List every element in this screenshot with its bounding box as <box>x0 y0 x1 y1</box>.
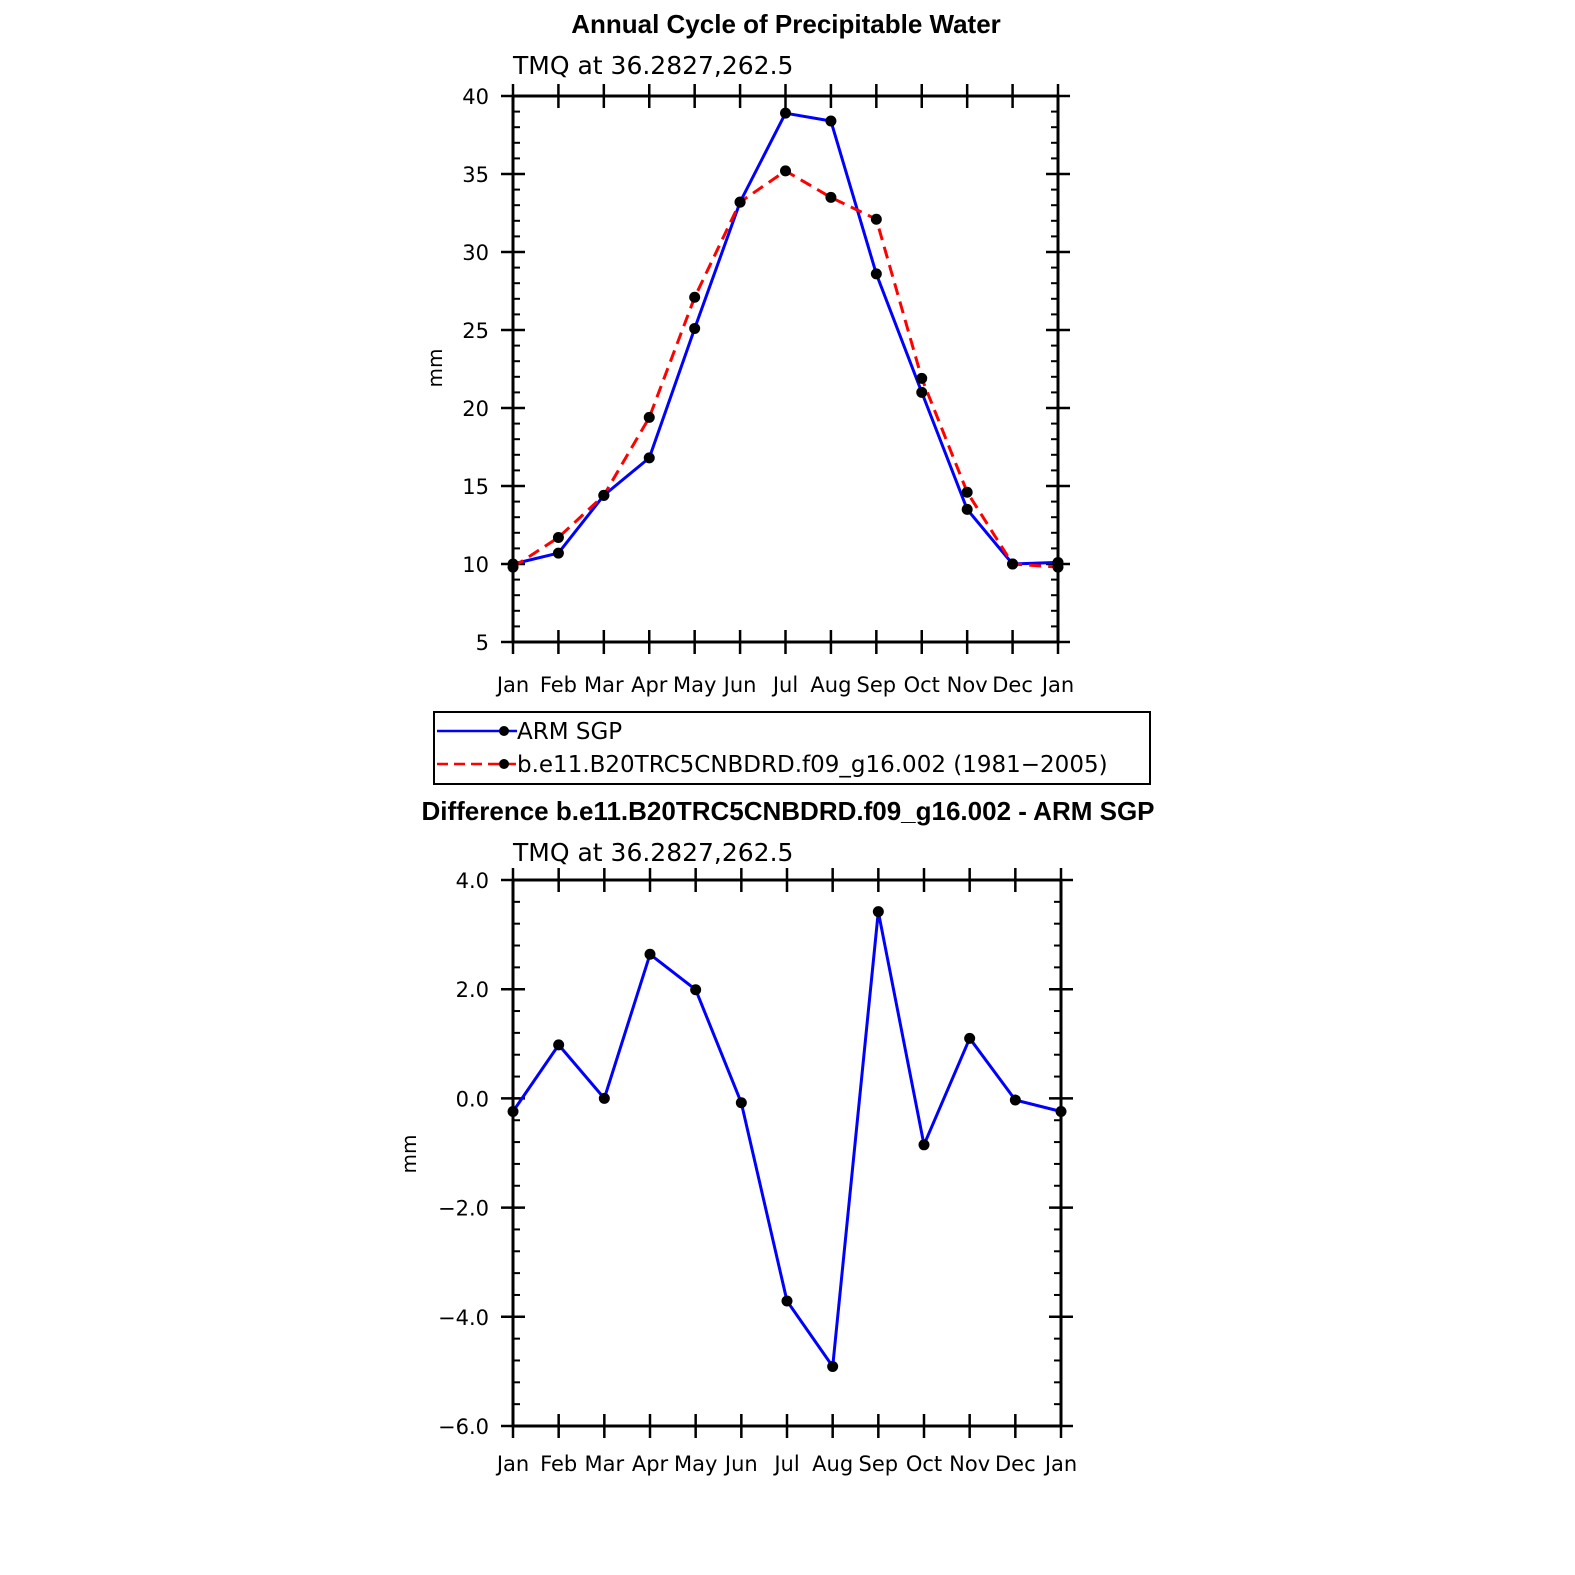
data-point-series-2 <box>825 192 836 203</box>
data-point-series-2 <box>689 292 700 303</box>
data-point-series-1 <box>964 1033 975 1044</box>
y-tick-label: 4.0 <box>455 869 489 893</box>
data-point-series-1 <box>827 1361 838 1372</box>
chart-title: Annual Cycle of Precipitable Water <box>571 9 1001 39</box>
chart-title: Difference b.e11.B20TRC5CNBDRD.f09_g16.002 - ARM SGP <box>421 796 1155 826</box>
data-point-series-1 <box>690 984 701 995</box>
x-tick-label: Apr <box>631 673 668 697</box>
x-tick-label: Jun <box>723 673 757 697</box>
data-point-series-1 <box>962 504 973 515</box>
x-tick-label: Apr <box>631 1452 669 1476</box>
y-axis-label: mm <box>397 1134 421 1174</box>
y-tick-label: 40 <box>462 85 489 109</box>
x-tick-label: Feb <box>540 1452 578 1476</box>
y-tick-label: 0.0 <box>455 1087 489 1112</box>
data-point-series-2 <box>598 490 609 501</box>
data-point-series-2 <box>553 532 564 543</box>
y-tick-label: 25 <box>462 319 489 343</box>
plot-frame <box>513 96 1058 642</box>
x-tick-label: Jan <box>496 673 530 697</box>
y-tick-label: 35 <box>462 163 489 187</box>
y-tick-label: 20 <box>462 397 489 421</box>
x-tick-label: Mar <box>584 1452 625 1476</box>
x-tick-label: Sep <box>858 1452 899 1476</box>
tick-labels <box>462 85 1074 697</box>
data-point-series-2 <box>780 165 791 176</box>
data-point-series-1 <box>645 949 656 960</box>
x-tick-label: Jan <box>496 1452 530 1476</box>
x-tick-label: Dec <box>992 673 1033 697</box>
x-tick-label: Oct <box>903 673 940 697</box>
axis-ticks <box>501 868 1073 1438</box>
x-tick-label: Jul <box>772 673 799 697</box>
y-tick-label: 10 <box>462 553 489 577</box>
plot-series <box>508 108 1064 573</box>
x-tick-label: Sep <box>856 673 897 697</box>
y-tick-label: 30 <box>462 241 489 265</box>
x-tick-label: Aug <box>810 673 852 697</box>
y-tick-label: −2.0 <box>438 1196 489 1221</box>
y-tick-label: −4.0 <box>438 1305 489 1330</box>
data-point-series-1 <box>916 387 927 398</box>
x-tick-label: Oct <box>905 1452 943 1476</box>
y-tick-label: 2.0 <box>455 978 489 1003</box>
series-line-1 <box>513 113 1058 564</box>
x-tick-label: Jul <box>774 1452 800 1476</box>
data-point-series-1 <box>689 323 700 334</box>
data-point-series-2 <box>871 214 882 225</box>
y-tick-label: −6.0 <box>438 1415 489 1439</box>
x-tick-label: Aug <box>812 1452 854 1476</box>
data-point-series-1 <box>599 1093 610 1104</box>
legend-label-model: b.e11.B20TRC5CNBDRD.f09_g16.002 (1981−2005) <box>517 752 1108 778</box>
x-tick-label: Feb <box>539 673 578 697</box>
data-point-series-2 <box>1007 559 1018 570</box>
chart-subtitle: TMQ at 36.2827,262.5 <box>513 51 794 80</box>
x-tick-label: Jan <box>1041 673 1075 697</box>
x-tick-label: May <box>672 673 717 697</box>
x-tick-label: Nov <box>946 673 988 697</box>
difference-panel <box>397 796 1155 1476</box>
legend <box>434 712 1150 784</box>
data-point-series-1 <box>782 1295 793 1306</box>
data-point-series-2 <box>916 373 927 384</box>
legend-marker-arm-sgp <box>499 726 509 736</box>
data-point-series-2 <box>644 412 655 423</box>
x-tick-label: Jan <box>1044 1452 1078 1476</box>
data-point-series-1 <box>736 1097 747 1108</box>
legend-label-arm-sgp: ARM SGP <box>517 719 623 745</box>
data-point-series-1 <box>825 115 836 126</box>
data-point-series-2 <box>962 487 973 498</box>
data-point-series-1 <box>553 1039 564 1050</box>
data-point-series-1 <box>553 548 564 559</box>
chart-subtitle: TMQ at 36.2827,262.5 <box>513 838 794 867</box>
legend-marker-model <box>499 759 509 769</box>
plot-series <box>508 906 1067 1372</box>
data-point-series-1 <box>871 268 882 279</box>
y-tick-label: 15 <box>462 475 489 499</box>
x-tick-label: Dec <box>995 1452 1036 1476</box>
data-point-series-2 <box>735 197 746 208</box>
y-tick-label: 5 <box>475 631 489 655</box>
x-tick-label: Nov <box>949 1452 991 1476</box>
x-tick-label: Mar <box>584 673 624 697</box>
annual-cycle-panel <box>423 9 1074 697</box>
plot-frame <box>513 880 1061 1426</box>
x-tick-label: May <box>673 1452 718 1476</box>
data-point-series-1 <box>1010 1095 1021 1106</box>
x-tick-label: Jun <box>724 1452 758 1476</box>
data-point-series-1 <box>919 1139 930 1150</box>
data-point-series-1 <box>780 108 791 119</box>
y-axis-label: mm <box>423 348 447 388</box>
data-point-series-1 <box>644 452 655 463</box>
data-point-series-1 <box>873 906 884 917</box>
